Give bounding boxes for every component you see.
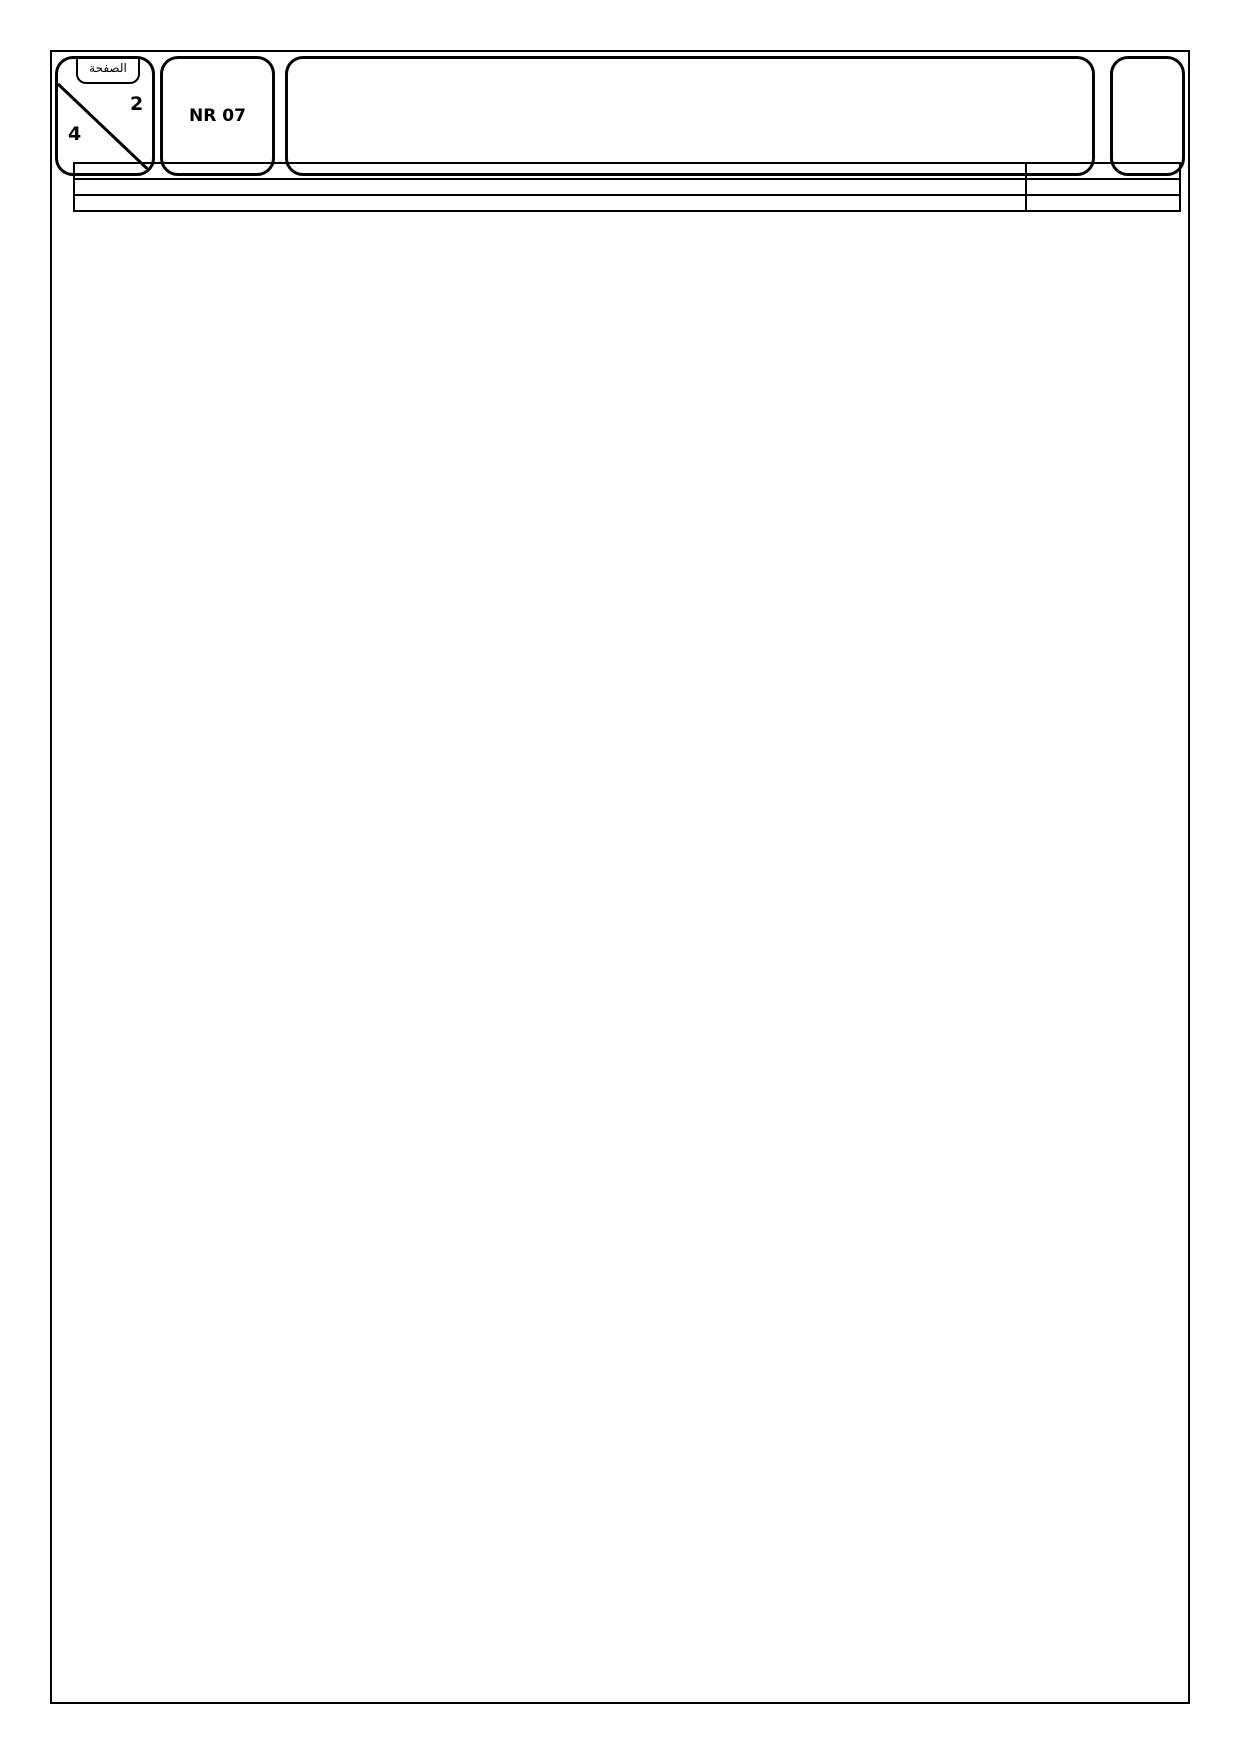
page-divider [58,59,155,176]
page-current: 2 [130,93,144,115]
mark-cell [1026,163,1180,179]
answer-row [74,179,1180,195]
exam-code: NR 07 [160,56,275,176]
answer-body-cell [74,179,1026,195]
answer-table [73,162,1181,212]
page-frame [50,50,1190,1704]
page-total: 4 [68,123,82,145]
answer-body-cell [74,195,1026,211]
mark-cell [1026,195,1180,211]
header-title-box [285,56,1095,176]
answer-row [74,195,1180,211]
page-label: الصفحة [76,56,140,84]
answer-table-body [74,163,1180,211]
answer-body-cell [74,163,1026,179]
header-left-box [1110,56,1185,176]
answer-row [74,163,1180,179]
page-number-box [55,56,155,176]
mark-cell [1026,179,1180,195]
